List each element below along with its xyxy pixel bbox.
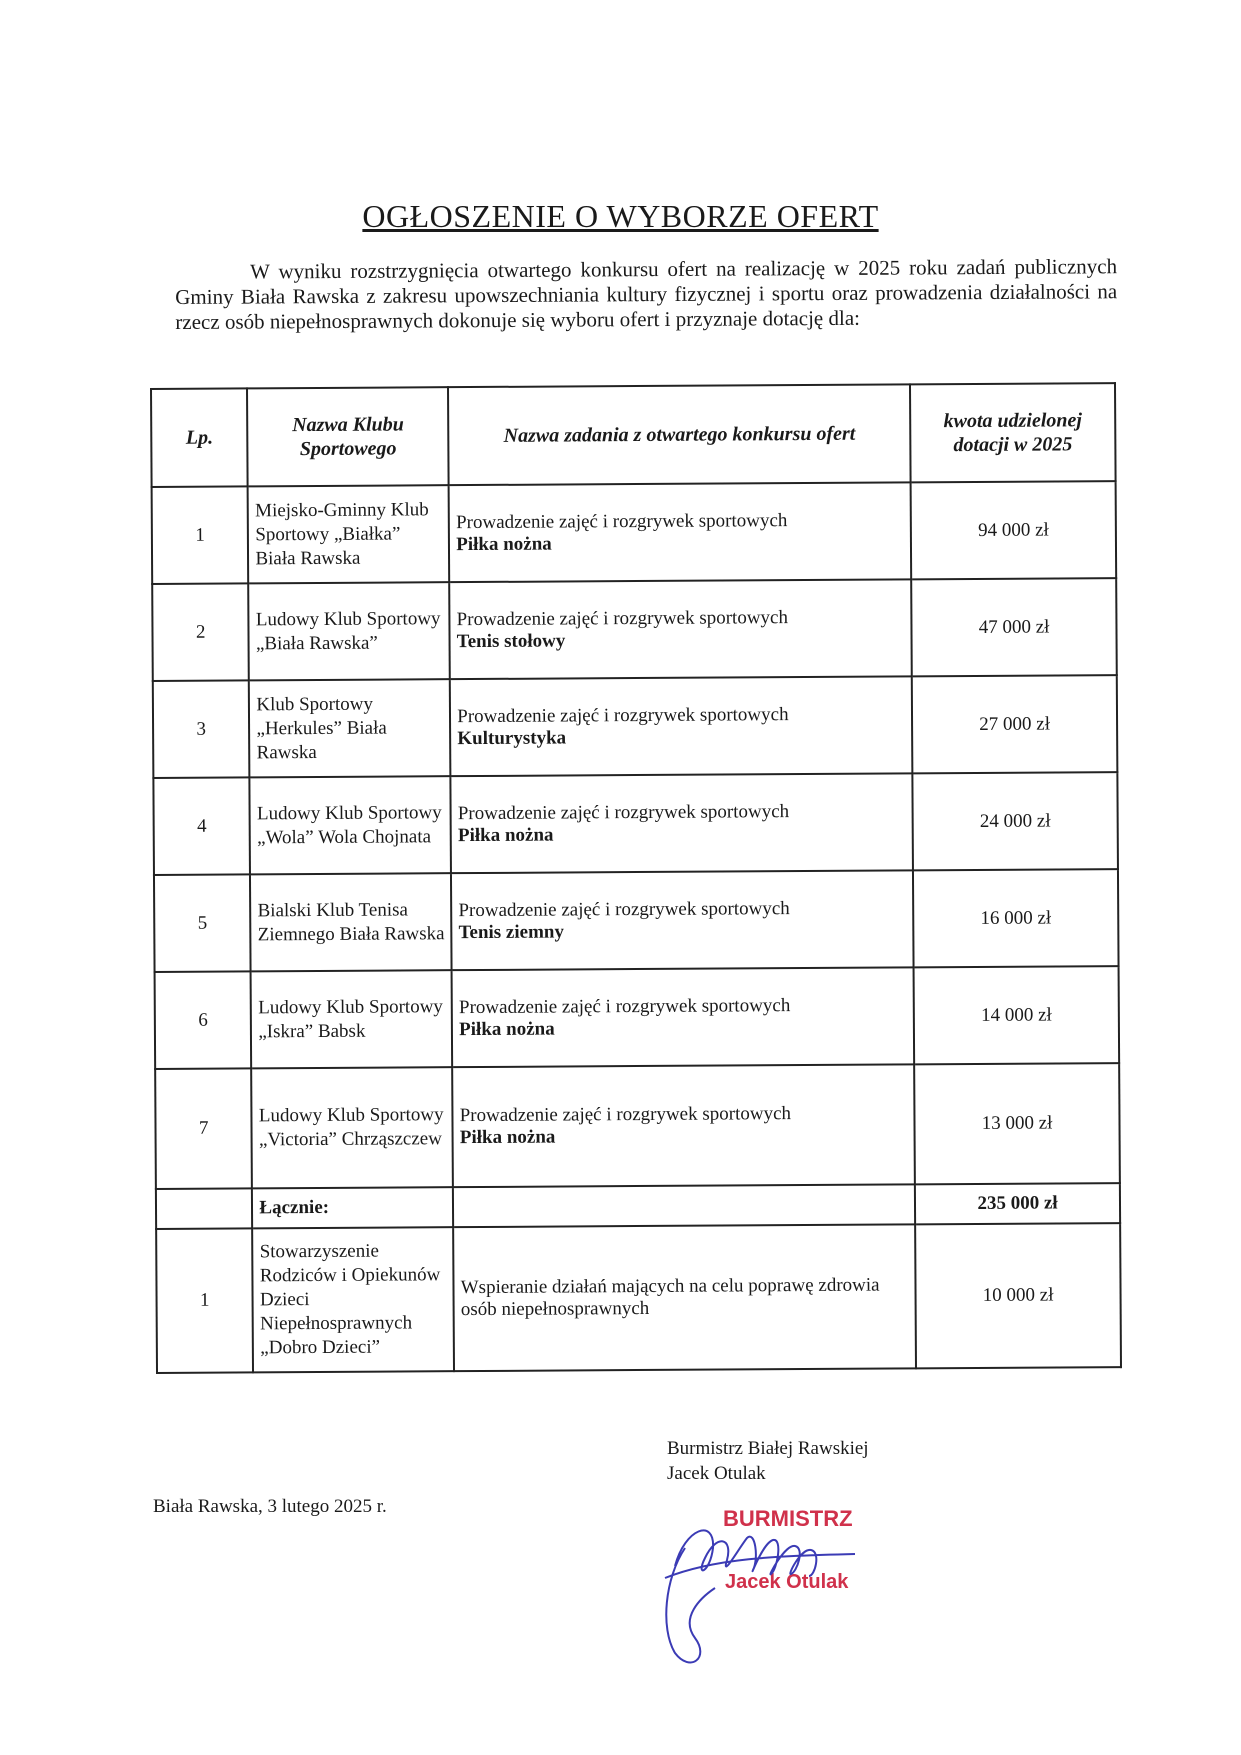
document-title: OGŁOSZENIE O WYBORZE OFERT — [362, 198, 879, 234]
table-row — [155, 1063, 1120, 1189]
row-sport: Tenis ziemny — [458, 920, 565, 943]
row-lp: 7 — [155, 1068, 252, 1189]
row-sport: Piłka nożna — [459, 1126, 556, 1149]
grants-table — [150, 382, 1122, 1374]
row-club: Bialski Klub Tenisa Ziemnego Biała Rawska — [250, 873, 451, 971]
stamp-line1: BURMISTRZ — [723, 1506, 853, 1531]
total-empty-cell — [453, 1184, 915, 1227]
row-task — [449, 482, 911, 582]
stamp-line2: Jacek Otulak — [725, 1571, 849, 1593]
row-task — [449, 579, 911, 679]
row-task-text: Prowadzenie zajęć i rozgrywek sportowych — [455, 509, 788, 533]
row-club: Klub Sportowy „Herkules” Biała Rawska — [249, 679, 450, 777]
signature-stamp — [655, 1488, 885, 1668]
row-task-text: Prowadzenie zajęć i rozgrywek sportowych — [457, 703, 789, 727]
header-amount: kwota udzielonej dotacji w 2025 — [910, 383, 1115, 482]
table-row — [153, 675, 1118, 778]
row-amount: 27 000 zł — [912, 675, 1117, 773]
row-task — [451, 773, 913, 873]
intro-text: W wyniku rozstrzygnięcia otwartego konkursu ofert na realizację w 2025 roku zadań publicznych Gminy Biała Rawska z zakresu upowszechniania kultury fizycznej i sportu oraz prowadzenia działalności na rzecz osób niepełnosprawnych dokonuje się wyboru ofert i przyznaje dotację dla: — [175, 254, 1118, 334]
signer-name: Jacek Otulak — [667, 1463, 766, 1484]
row-amount: 16 000 zł — [913, 869, 1118, 967]
total-label: Łącznie: — [252, 1187, 453, 1228]
row-task-text: Prowadzenie zajęć i rozgrywek sportowych — [458, 994, 791, 1018]
row-task-text: Prowadzenie zajęć i rozgrywek sportowych — [456, 606, 789, 630]
row-task — [452, 1064, 915, 1187]
row-club: Ludowy Klub Sportowy „Iskra” Babsk — [251, 970, 452, 1068]
header-club: Nazwa Klubu Sportowego — [247, 387, 448, 486]
row-club: Stowarzyszenie Rodziców i Opiekunów Dzieci Niepełnosprawnych „Dobro Dzieci” — [253, 1227, 455, 1372]
row-sport: Kulturystyka — [457, 726, 567, 749]
row-task: Wspieranie działań mających na celu poprawę zdrowia osób niepełnosprawnych — [453, 1224, 916, 1371]
row-task-text: Prowadzenie zajęć i rozgrywek sportowych — [458, 897, 790, 921]
row-sport: Tenis stołowy — [456, 629, 566, 652]
total-empty-cell — [156, 1188, 253, 1229]
row-amount: 24 000 zł — [912, 772, 1117, 870]
row-club: Miejsko-Gminny Klub Sportowy „Białka” Biała Rawska — [248, 485, 449, 583]
table-row — [153, 772, 1118, 875]
table-row — [155, 966, 1120, 1069]
intro-paragraph — [175, 254, 1117, 335]
row-amount: 13 000 zł — [914, 1063, 1120, 1184]
header-lp: Lp. — [151, 388, 248, 487]
row-amount: 10 000 zł — [915, 1223, 1121, 1368]
total-row — [156, 1183, 1120, 1229]
row-amount: 94 000 zł — [911, 481, 1116, 579]
row-club: Ludowy Klub Sportowy „Wola” Wola Chojnata — [250, 776, 451, 874]
total-amount: 235 000 zł — [915, 1183, 1120, 1224]
row-lp: 5 — [154, 874, 251, 972]
signature-scribble — [665, 1530, 855, 1662]
row-task-text: Prowadzenie zajęć i rozgrywek sportowych — [459, 1103, 792, 1127]
row-task — [450, 676, 912, 776]
row-sport: Piłka nożna — [456, 533, 552, 555]
place-date: Biała Rawska, 3 lutego 2025 r. — [153, 1496, 387, 1517]
row-lp: 1 — [152, 486, 249, 584]
table-row — [152, 481, 1117, 584]
row-sport: Piłka nożna — [457, 824, 554, 846]
row-amount: 47 000 zł — [911, 578, 1116, 676]
row-lp: 1 — [156, 1228, 253, 1373]
row-task-text: Prowadzenie zajęć i rozgrywek sportowych — [457, 800, 790, 824]
table-row — [152, 578, 1117, 681]
row-lp: 6 — [155, 971, 252, 1069]
row-lp: 2 — [152, 583, 249, 681]
row-task — [452, 967, 914, 1067]
row-club: Ludowy Klub Sportowy „Biała Rawska” — [249, 582, 450, 680]
signer-block — [667, 1436, 869, 1486]
table-row — [156, 1223, 1121, 1373]
row-amount: 14 000 zł — [914, 966, 1119, 1064]
header-task: Nazwa zadania z otwartego konkursu ofert — [448, 384, 910, 485]
table-row — [154, 869, 1119, 972]
row-club: Ludowy Klub Sportowy „Victoria” Chrząszczew — [252, 1067, 454, 1188]
table-header-row — [151, 383, 1116, 487]
row-lp: 3 — [153, 680, 250, 778]
row-lp: 4 — [153, 777, 250, 875]
signer-title: Burmistrz Białej Rawskiej — [667, 1438, 869, 1459]
row-sport: Piłka nożna — [459, 1018, 555, 1040]
row-task — [451, 870, 913, 970]
